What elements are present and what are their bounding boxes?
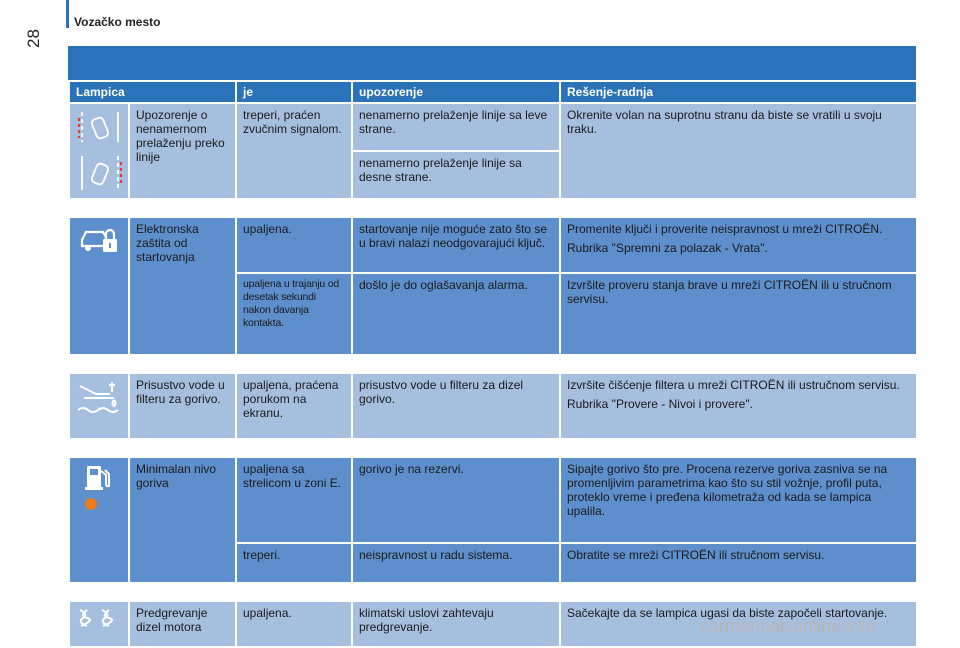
immobilizer-action-alarm: Izvršite proveru stanja brave u mreži CITROËN ili u stručnom servisu. xyxy=(560,273,917,355)
fuel-level-cause-fault: neispravnost u radu sistema. xyxy=(352,543,560,583)
fuel-level-state-blink: treperi. xyxy=(236,543,352,583)
fuel-level-state-on: upaljena sa strelicom u zoni E. xyxy=(236,457,352,543)
table-row xyxy=(69,373,917,439)
glow-plug-name: Predgrevanje dizel motora xyxy=(129,601,236,647)
immobilizer-cause-alarm: došlo je do oglašavanja alarma. xyxy=(352,273,560,355)
watermark: carmanualsonline.info xyxy=(700,616,876,636)
immobilizer-action-key-ref: Rubrika "Spremni za polazak - Vrata". xyxy=(567,241,768,255)
warning-lights-table xyxy=(68,80,918,648)
fuel-level-name: Minimalan nivo goriva xyxy=(129,457,236,583)
glow-plug-action: Sačekajte da se lampica ugasi da biste započeli startovanje. xyxy=(560,601,917,647)
glow-plug-state: upaljena. xyxy=(236,601,352,647)
lane-departure-state: treperi, praćen zvučnim signalom. xyxy=(236,103,352,199)
immobilizer-state-alarm: upaljena u trajanju od desetak sekundi nakon davanja kontakta. xyxy=(236,273,352,355)
lane-departure-name: Upozorenje o nenamernom prelaženju preko linije xyxy=(129,103,236,199)
glow-plug-icon xyxy=(69,601,129,647)
table-top-band xyxy=(68,46,916,80)
header-resenje: Rešenje-radnja xyxy=(560,81,917,103)
water-in-fuel-cause: prisustvo vode u filteru za dizel gorivo. xyxy=(352,373,560,439)
immobilizer-cause-key: startovanje nije moguće zato što se u bravi nalazi neodgovarajući ključ. xyxy=(352,217,560,273)
water-in-fuel-state: upaljena, praćena porukom na ekranu. xyxy=(236,373,352,439)
page-number: 28 xyxy=(24,29,43,48)
lane-departure-action: Okrenite volan na suprotnu stranu da biste se vratili u svoju traku. xyxy=(560,103,917,199)
lane-departure-cause-left: nenamerno prelaženje linije sa leve strane. xyxy=(352,103,560,151)
fuel-level-cause-reserve: gorivo je na rezervi. xyxy=(352,457,560,543)
fuel-level-action-reserve: Sipajte gorivo što pre. Procena rezerve goriva zasniva se na promenljivim parametrima kao što su stil vožnje, profil puta, proteklo vreme i pređena kilometraža od kada se lampica upalila. xyxy=(560,457,917,543)
header-je: je xyxy=(236,81,352,103)
glow-plug-cause: klimatski uslovi zahtevaju predgrevanje. xyxy=(352,601,560,647)
header-upozorenje: upozorenje xyxy=(352,81,560,103)
table-row xyxy=(69,103,917,151)
lane-departure-cause-right: nenamerno prelaženje linije sa desne strane. xyxy=(352,151,560,199)
immobilizer-action-key-text: Promenite ključi i proverite neispravnost u mreži CITROËN. xyxy=(567,222,883,236)
water-in-fuel-icon xyxy=(69,373,129,439)
water-in-fuel-action xyxy=(560,373,917,439)
header-rule xyxy=(66,0,69,28)
fuel-pump-icon xyxy=(69,457,129,583)
water-in-fuel-action-ref: Rubrika "Provere - Nivoi i provere". xyxy=(567,397,753,411)
table-header-row xyxy=(69,81,917,103)
water-in-fuel-name: Prisustvo vode u filteru za gorivo. xyxy=(129,373,236,439)
header-lampica: Lampica xyxy=(69,81,236,103)
water-in-fuel-action-text: Izvršite čišćenje filtera u mreži CITROËN ili ustručnom servisu. xyxy=(567,378,900,392)
section-title: Vozačko mesto xyxy=(74,15,161,29)
immobilizer-state-on: upaljena. xyxy=(236,217,352,273)
fuel-level-action-fault: Obratite se mreži CITROËN ili stručnom servisu. xyxy=(560,543,917,583)
lane-departure-icon xyxy=(69,103,129,199)
table-row xyxy=(69,217,917,273)
table-row xyxy=(69,457,917,543)
car-lock-icon xyxy=(69,217,129,355)
immobilizer-name: Elektronska zaštita od startovanja xyxy=(129,217,236,355)
immobilizer-action-key xyxy=(560,217,917,273)
